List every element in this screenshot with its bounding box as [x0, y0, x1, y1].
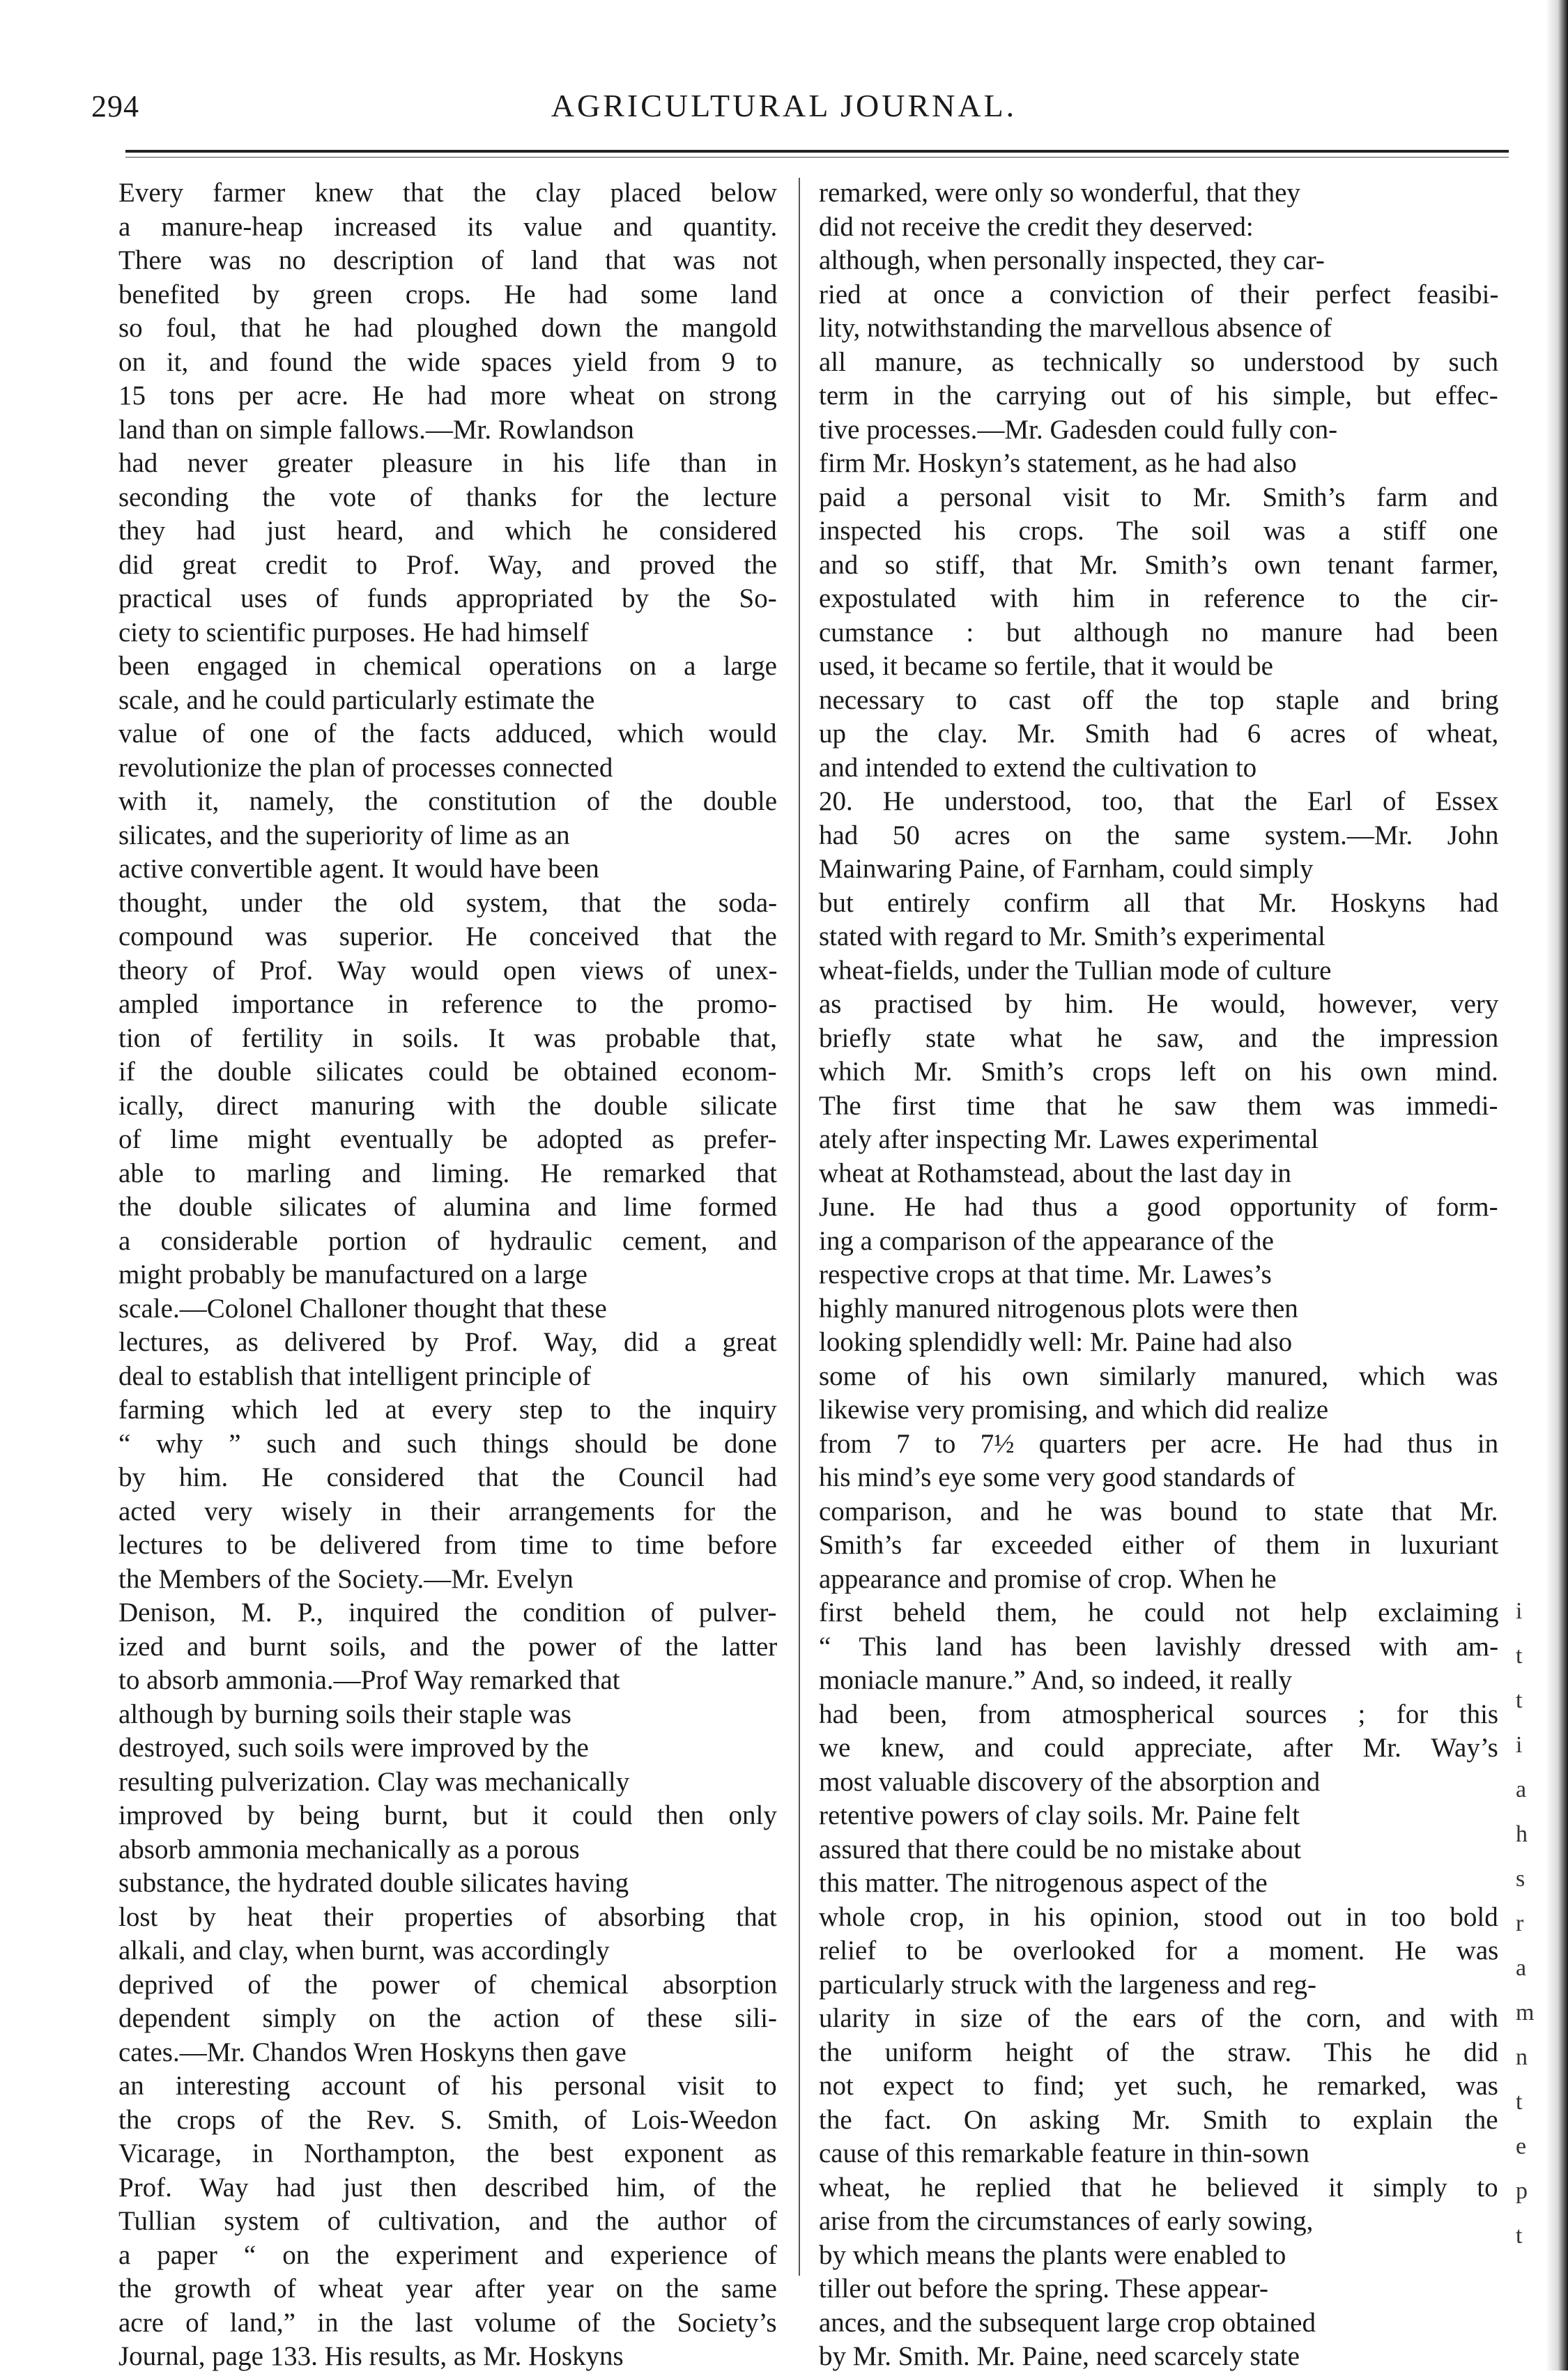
- right-column: [819, 176, 1498, 2374]
- text-line: land than on simple fallows.—Mr. Rowlandson: [118, 414, 634, 445]
- text-line: did great credit to Prof. Way, and proved the: [118, 549, 778, 580]
- header-rule-thin: [125, 157, 1509, 158]
- text-line: ized and burnt soils, and the power of the latter: [118, 1631, 778, 1662]
- text-line: thought, under the old system, that the soda-: [118, 887, 778, 918]
- text-line: highly manured nitrogenous plots were then: [819, 1293, 1298, 1324]
- text-line: this matter. The nitrogenous aspect of the: [819, 1868, 1268, 1898]
- text-line: Denison, M. P., inquired the condition of pulver-: [118, 1598, 777, 1628]
- text-line: “ This land has been lavishly dressed with am-: [819, 1631, 1499, 1662]
- text-line: but entirely confirm all that Mr. Hoskyns had: [819, 887, 1499, 918]
- text-line: the fact. On asking Mr. Smith to explain the: [819, 2104, 1498, 2135]
- text-line: and so stiff, that Mr. Smith’s own tenant farmer,: [819, 549, 1499, 580]
- text-line: moniacle manure.” And, so indeed, it really: [819, 1665, 1293, 1695]
- text-line: wheat-fields, under the Tullian mode of culture: [819, 955, 1332, 986]
- text-line: acted very wisely in their arrangements for the: [118, 1496, 777, 1526]
- text-line: benefited by green crops. He had some land: [118, 279, 778, 309]
- text-line: some of his own similarly manured, which was: [819, 1361, 1498, 1391]
- text-line: respective crops at that time. Mr. Lawes’s: [819, 1259, 1272, 1289]
- text-line: the double silicates of alumina and lime formed: [118, 1192, 777, 1222]
- text-line: as practised by him. He would, however, very: [819, 989, 1499, 1019]
- text-line: substance, the hydrated double silicates having: [118, 1868, 629, 1898]
- text-line: cause of this remarkable feature in thin-sown: [819, 2138, 1309, 2168]
- text-line: scale.—Colonel Challoner thought that these: [118, 1293, 607, 1324]
- text-line: the uniform height of the straw. This he did: [819, 2037, 1498, 2067]
- text-line: ularity in size of the ears of the corn, and with: [819, 2003, 1499, 2033]
- text-line: which Mr. Smith’s crops left on his own mind.: [819, 1057, 1498, 1087]
- text-line: might probably be manufactured on a large: [118, 1259, 587, 1289]
- text-line: of lime might eventually be adopted as prefer-: [118, 1124, 777, 1154]
- text-line: a paper “ on the experiment and experience of: [118, 2239, 777, 2270]
- edge-fragment: t: [1516, 1643, 1523, 1669]
- text-line: deal to establish that intelligent principle of: [118, 1361, 591, 1391]
- text-line: did not receive the credit they deserved:: [819, 211, 1254, 242]
- text-line: 20. He understood, too, that the Earl of Essex: [819, 786, 1499, 816]
- text-line: ances, and the subsequent large crop obtained: [819, 2307, 1316, 2338]
- edge-fragment: m: [1516, 2000, 1535, 2025]
- text-line: value of one of the facts adduced, which would: [118, 719, 777, 749]
- text-line: inspected his crops. The soil was a stiff one: [819, 516, 1498, 546]
- edge-fragment: t: [1516, 2089, 1523, 2115]
- text-line: Every farmer knew that the clay placed below: [118, 178, 777, 208]
- text-line: June. He had thus a good opportunity of form-: [819, 1192, 1498, 1222]
- text-line: the growth of wheat year after year on the same: [118, 2274, 777, 2304]
- text-line: not expect to find; yet such, he remarked, was: [819, 2071, 1498, 2101]
- text-line: The first time that he saw them was immedi-: [819, 1090, 1498, 1121]
- text-line: been engaged in chemical operations on a large: [118, 651, 777, 681]
- edge-fragment: s: [1516, 1866, 1525, 1892]
- text-line: cates.—Mr. Chandos Wren Hoskyns then gave: [118, 2037, 627, 2067]
- text-line: tiller out before the spring. These appear-: [819, 2274, 1269, 2304]
- text-line: compound was superior. He conceived that the: [118, 921, 777, 951]
- text-line: theory of Prof. Way would open views of unex-: [118, 955, 778, 986]
- text-line: Tullian system of cultivation, and the author of: [118, 2206, 777, 2236]
- text-line: we knew, and could appreciate, after Mr. Way’s: [819, 1733, 1498, 1763]
- text-line: cumstance : but although no manure had been: [819, 617, 1498, 648]
- text-line: farming which led at every step to the inquiry: [118, 1395, 777, 1425]
- text-line: resulting pulverization. Clay was mechanically: [118, 1766, 630, 1797]
- text-line: remarked, were only so wonderful, that they: [819, 178, 1300, 208]
- text-line: so foul, that he had ploughed down the mangold: [118, 313, 777, 343]
- text-line: had 50 acres on the same system.—Mr. John: [819, 820, 1499, 850]
- text-line: most valuable discovery of the absorption and: [819, 1766, 1321, 1797]
- text-line: Smith’s far exceeded either of them in luxuriant: [819, 1530, 1499, 1560]
- text-line: There was no description of land that was not: [118, 245, 778, 275]
- text-line: had never greater pleasure in his life than in: [118, 448, 778, 478]
- text-line: by Mr. Smith. Mr. Paine, need scarcely state: [819, 2341, 1300, 2371]
- text-line: his mind’s eye some very good standards of: [819, 1462, 1296, 1492]
- text-line: on it, and found the wide spaces yield from 9 to: [118, 346, 778, 377]
- text-line: briefly state what he saw, and the impression: [819, 1023, 1499, 1053]
- text-line: revolutionize the plan of processes connected: [118, 752, 613, 783]
- text-line: and intended to extend the cultivation to: [819, 752, 1257, 783]
- text-line: likewise very promising, and which did realize: [819, 1395, 1329, 1425]
- text-line: acre of land,” in the last volume of the Society’s: [118, 2307, 777, 2338]
- text-line: silicates, and the superiority of lime as an: [118, 820, 570, 850]
- text-line: particularly struck with the largeness and reg-: [819, 1969, 1317, 2000]
- text-line: ried at once a conviction of their perfect feasibi-: [819, 279, 1499, 309]
- text-line: up the clay. Mr. Smith had 6 acres of wheat,: [819, 719, 1499, 749]
- text-line: able to marling and liming. He remarked that: [118, 1158, 777, 1188]
- text-line: seconding the vote of thanks for the lecture: [118, 482, 777, 512]
- text-line: ciety to scientific purposes. He had himself: [118, 617, 589, 648]
- text-line: lity, notwithstanding the marvellous absence of: [819, 313, 1332, 343]
- text-line: firm Mr. Hoskyn’s statement, as he had also: [819, 448, 1297, 478]
- text-line: a manure-heap increased its value and quantity.: [118, 211, 778, 242]
- text-line: although by burning soils their staple was: [118, 1699, 571, 1729]
- column-divider: [799, 178, 800, 2276]
- adjacent-page-fragments: [1516, 1589, 1544, 2258]
- edge-fragment: n: [1516, 2044, 1528, 2070]
- text-line: assured that there could be no mistake about: [819, 1834, 1302, 1864]
- edge-fragment: a: [1516, 1955, 1527, 1981]
- text-line: wheat, he replied that he believed it simply to: [819, 2172, 1498, 2203]
- text-line: ampled importance in reference to the promo-: [118, 989, 777, 1019]
- text-line: if the double silicates could be obtained econom-: [118, 1057, 777, 1087]
- text-line: necessary to cast off the top staple and bring: [819, 684, 1499, 715]
- text-line: lectures to be delivered from time to time before: [118, 1530, 777, 1560]
- text-line: retentive powers of clay soils. Mr. Paine felt: [819, 1800, 1300, 1830]
- text-line: ing a comparison of the appearance of the: [819, 1225, 1274, 1256]
- text-line: comparison, and he was bound to state that Mr.: [819, 1496, 1498, 1526]
- text-line: appearance and promise of crop. When he: [819, 1563, 1277, 1594]
- edge-fragment: h: [1516, 1821, 1528, 1847]
- edge-fragment: a: [1516, 1777, 1527, 1802]
- text-line: tive processes.—Mr. Gadesden could fully con-: [819, 414, 1338, 445]
- text-line: practical uses of funds appropriated by the So-: [118, 583, 777, 613]
- text-line: expostulated with him in reference to the cir-: [819, 583, 1499, 613]
- text-line: whole crop, in his opinion, stood out in too bold: [819, 1901, 1498, 1932]
- edge-fragment: i: [1516, 1732, 1523, 1758]
- text-line: wheat at Rothamstead, about the last day in: [819, 1158, 1291, 1188]
- edge-fragment: t: [1516, 1687, 1523, 1713]
- text-line: ately after inspecting Mr. Lawes experimental: [819, 1124, 1319, 1154]
- text-line: tion of fertility in soils. It was probable that,: [118, 1023, 777, 1053]
- text-line: alkali, and clay, when burnt, was accordingly: [118, 1936, 610, 1966]
- page-number: 294: [91, 89, 139, 123]
- text-line: they had just heard, and which he considered: [118, 516, 777, 546]
- edge-fragment: t: [1516, 2223, 1523, 2249]
- text-line: improved by being burnt, but it could then only: [118, 1800, 777, 1830]
- text-line: 15 tons per acre. He had more wheat on strong: [118, 381, 777, 411]
- text-line: Prof. Way had just then described him, of the: [118, 2172, 777, 2203]
- text-line: destroyed, such soils were improved by the: [118, 1733, 589, 1763]
- text-line: scale, and he could particularly estimate the: [118, 684, 595, 715]
- edge-fragment: r: [1516, 1910, 1524, 1936]
- text-line: Vicarage, in Northampton, the best exponent as: [118, 2138, 777, 2168]
- text-line: dependent simply on the action of these sili-: [118, 2003, 777, 2033]
- binding-edge: [1546, 0, 1568, 2371]
- text-line: active convertible agent. It would have been: [118, 854, 599, 884]
- text-line: although, when personally inspected, they car-: [819, 245, 1325, 275]
- text-line: by which means the plants were enabled to: [819, 2239, 1286, 2270]
- left-column: [118, 176, 777, 2374]
- text-line: first beheld them, he could not help exclaiming: [819, 1598, 1499, 1628]
- text-line: had been, from atmospherical sources ; for this: [819, 1699, 1499, 1729]
- text-line: looking splendidly well: Mr. Paine had also: [819, 1327, 1293, 1357]
- text-line: relief to be overlooked for a moment. He was: [819, 1936, 1499, 1966]
- text-line: the crops of the Rev. S. Smith, of Lois-Weedon: [118, 2104, 778, 2135]
- header-rule: [125, 150, 1509, 153]
- text-line: absorb ammonia mechanically as a porous: [118, 1834, 580, 1864]
- text-line: lectures, as delivered by Prof. Way, did a great: [118, 1327, 777, 1357]
- text-line: ically, direct manuring with the double silicate: [118, 1090, 778, 1121]
- text-line: all manure, as technically so understood by such: [819, 346, 1498, 377]
- text-line: Mainwaring Paine, of Farnham, could simply: [819, 854, 1314, 884]
- running-title: AGRICULTURAL JOURNAL.: [551, 88, 1017, 123]
- text-line: a considerable portion of hydraulic cement, and: [118, 1225, 777, 1256]
- text-line: paid a personal visit to Mr. Smith’s farm and: [819, 482, 1498, 512]
- text-line: used, it became so fertile, that it would be: [819, 651, 1273, 681]
- text-line: an interesting account of his personal visit to: [118, 2071, 777, 2101]
- text-line: Journal, page 133. His results, as Mr. Hoskyns: [118, 2341, 624, 2371]
- edge-fragment: i: [1516, 1598, 1523, 1624]
- text-line: “ why ” such and such things should be done: [118, 1428, 777, 1459]
- text-line: from 7 to 7½ quarters per acre. He had thus in: [819, 1428, 1499, 1459]
- text-line: lost by heat their properties of absorbing that: [118, 1901, 777, 1932]
- text-line: with it, namely, the constitution of the double: [118, 786, 778, 816]
- text-line: by him. He considered that the Council had: [118, 1462, 777, 1492]
- text-line: term in the carrying out of his simple, but effec-: [819, 381, 1498, 411]
- text-line: the Members of the Society.—Mr. Evelyn: [118, 1563, 574, 1594]
- text-line: deprived of the power of chemical absorption: [118, 1969, 778, 2000]
- text-line: to absorb ammonia.—Prof Way remarked that: [118, 1665, 620, 1695]
- text-line: arise from the circumstances of early sowing,: [819, 2206, 1314, 2236]
- edge-fragment: p: [1516, 2178, 1528, 2204]
- text-line: stated with regard to Mr. Smith’s experimental: [819, 921, 1325, 951]
- edge-fragment: e: [1516, 2134, 1527, 2159]
